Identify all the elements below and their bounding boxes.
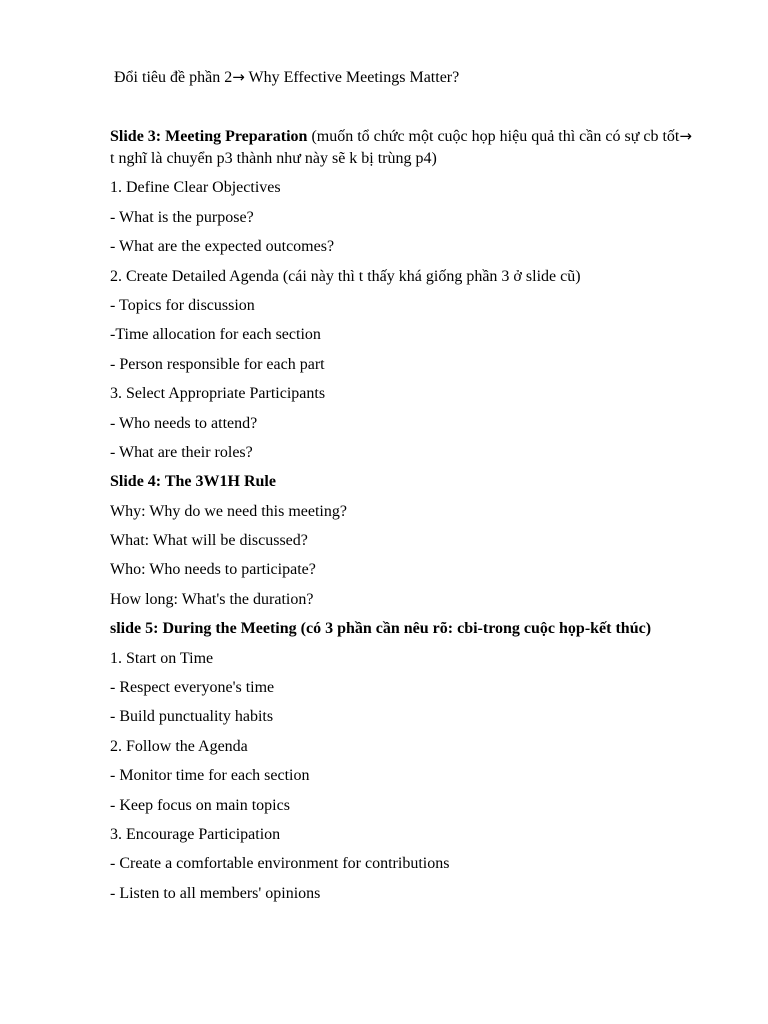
intro-suffix: Why Effective Meetings Matter? bbox=[244, 69, 460, 86]
slide5-title: slide 5: During the Meeting (có 3 phần cần nêu rõ: cbi-trong cuộc họp-kết thúc) bbox=[110, 620, 652, 638]
slide4-item: What: What will be discussed? bbox=[110, 532, 308, 550]
slide4-title: Slide 4: The 3W1H Rule bbox=[110, 473, 276, 491]
slide3-item: - Who needs to attend? bbox=[110, 414, 258, 432]
slide5-item: 1. Start on Time bbox=[110, 649, 214, 667]
slide3-title: Slide 3: Meeting Preparation bbox=[110, 128, 308, 145]
slide5-item: - Listen to all members' opinions bbox=[110, 884, 321, 902]
document-page bbox=[110, 66, 700, 912]
slide3-item: -Time allocation for each section bbox=[110, 326, 321, 344]
slide5-item: - Monitor time for each section bbox=[110, 767, 310, 785]
slide4-item: Why: Why do we need this meeting? bbox=[110, 502, 347, 520]
right-arrow-icon: → bbox=[232, 68, 245, 86]
slide3-note-part1: (muốn tổ chức một cuộc họp hiệu quả thì cần có sự cb tốt bbox=[307, 128, 680, 145]
slide3-heading bbox=[110, 125, 700, 170]
slide3-item: - What are the expected outcomes? bbox=[110, 238, 335, 256]
slide5-item: - Keep focus on main topics bbox=[110, 796, 290, 814]
right-arrow-icon: → bbox=[679, 127, 692, 145]
intro-line bbox=[114, 66, 700, 89]
slide5-item: - Respect everyone's time bbox=[110, 679, 275, 697]
slide3-item: - What are their roles? bbox=[110, 443, 253, 461]
slide3-item: 1. Define Clear Objectives bbox=[110, 179, 281, 197]
slide4-item: Who: Who needs to participate? bbox=[110, 561, 316, 579]
slide5-item: 3. Encourage Participation bbox=[110, 825, 281, 843]
slide4-item: How long: What's the duration? bbox=[110, 590, 314, 608]
slide3-item: - Topics for discussion bbox=[110, 296, 255, 314]
slide3-note-part2: t nghĩ là chuyển p3 thành như này sẽ k bị trùng p4) bbox=[110, 150, 437, 167]
slide3-item: 3. Select Appropriate Participants bbox=[110, 385, 326, 403]
slide3-item: - Person responsible for each part bbox=[110, 355, 325, 373]
slide5-item: - Build punctuality habits bbox=[110, 708, 274, 726]
slide5-item: 2. Follow the Agenda bbox=[110, 737, 248, 755]
slide3-item: 2. Create Detailed Agenda (cái này thì t thấy khá giống phần 3 ở slide cũ) bbox=[110, 267, 581, 285]
slide3-item: - What is the purpose? bbox=[110, 208, 254, 226]
slide5-item: - Create a comfortable environment for contributions bbox=[110, 855, 450, 873]
intro-prefix: Đổi tiêu đề phần 2 bbox=[114, 69, 233, 86]
